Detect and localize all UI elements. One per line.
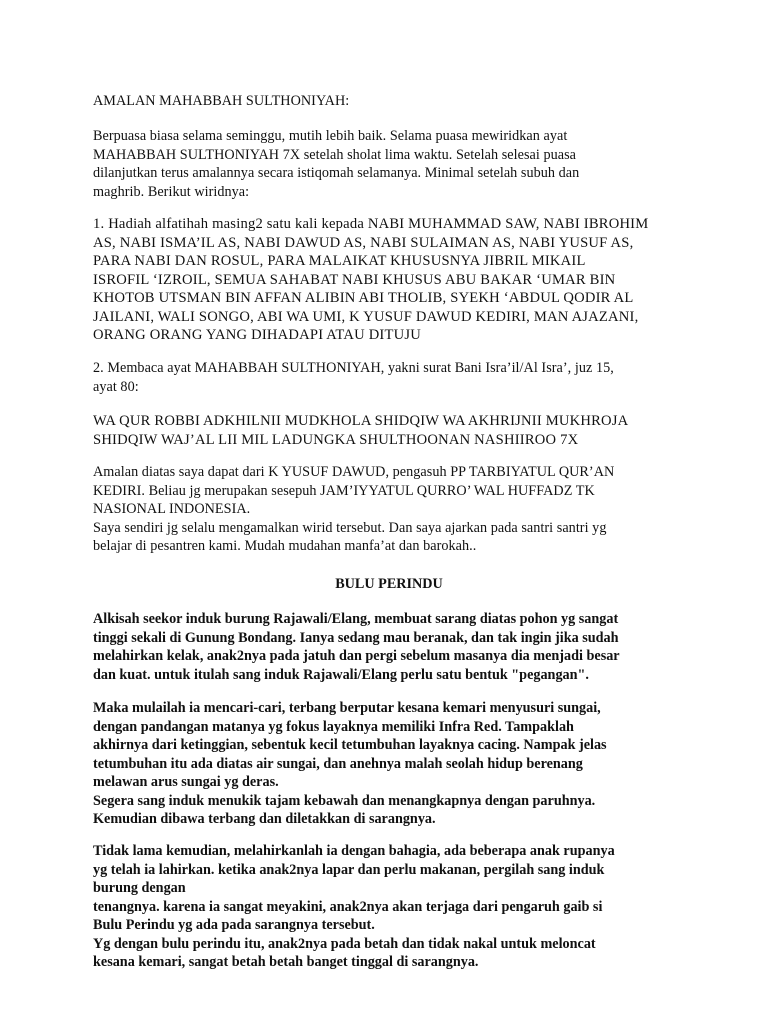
text-line: dan kuat. untuk itulah sang induk Rajawali/Elang perlu satu bentuk "pegangan". xyxy=(93,666,589,683)
text-line: 1. Hadiah alfatihah masing2 satu kali kepada NABI MUHAMMAD SAW, NABI IBROHIM xyxy=(93,216,649,232)
text-line: ayat 80: xyxy=(93,378,139,395)
text-line: MAHABBAH SULTHONIYAH 7X setelah sholat lima waktu. Setelah selesai puasa xyxy=(93,146,577,163)
text-line: tenangnya. karena ia sangat meyakini, anak2nya akan terjaga dari pengaruh gaib si xyxy=(93,898,603,915)
heading-text: BULU PERINDU xyxy=(335,576,443,592)
text-line: Yg dengan bulu perindu itu, anak2nya pada betah dan tidak nakal untuk meloncat xyxy=(93,935,596,952)
text-line: KHOTOB UTSMAN BIN AFFAN ALIBIN ABI THOLIB, SYEKH ‘ABDUL QODIR AL xyxy=(93,290,634,306)
text-line: ORANG ORANG YANG DIHADAPI ATAU DITUJU xyxy=(93,327,421,343)
text-line: dilanjutkan terus amalannya secara istiqomah selamanya. Minimal setelah subuh dan xyxy=(93,165,580,181)
text-line: tinggi sekali di Gunung Bondang. Ianya sedang mau beranak, dan tak ingin jika sudah xyxy=(93,629,619,646)
text-line: melawan arus sungai yg deras. xyxy=(93,774,279,790)
text-line: NASIONAL INDONESIA. xyxy=(93,501,251,517)
step-1-paragraph xyxy=(93,215,685,345)
section-heading xyxy=(93,575,685,594)
text-line: PARA NABI DAN ROSUL, PARA MALAIKAT KHUSUSNYA JIBRIL MIKAIL xyxy=(93,253,586,269)
text-line: Bulu Perindu yg ada pada sarangnya tersebut. xyxy=(93,917,375,933)
intro-paragraph xyxy=(93,127,685,201)
text-line: belajar di pesantren kami. Mudah mudahan manfa’at dan barokah.. xyxy=(93,538,477,554)
text-line: burung dengan xyxy=(93,880,186,896)
text-line: maghrib. Berikut wiridnya: xyxy=(93,183,250,200)
source-paragraph xyxy=(93,463,685,556)
bulu-paragraph-2 xyxy=(93,699,685,829)
text-line: tetumbuhan itu ada diatas air sungai, dan anehnya malah seolah hidup berenang xyxy=(93,755,583,772)
verse-paragraph xyxy=(93,412,685,449)
document-title xyxy=(93,92,685,111)
text-line: Kemudian dibawa terbang dan diletakkan di sarangnya. xyxy=(93,811,436,827)
text-line: AMALAN MAHABBAH SULTHONIYAH: xyxy=(93,93,350,109)
text-line: yg telah ia lahirkan. ketika anak2nya lapar dan perlu makanan, pergilah sang induk xyxy=(93,861,605,878)
text-line: Alkisah seekor induk burung Rajawali/Elang, membuat sarang diatas pohon yg sangat xyxy=(93,611,619,627)
text-line: Tidak lama kemudian, melahirkanlah ia dengan bahagia, ada beberapa anak rupanya xyxy=(93,843,615,859)
text-line: Segera sang induk menukik tajam kebawah dan menangkapnya dengan paruhnya. xyxy=(93,792,596,809)
text-line: Maka mulailah ia mencari-cari, terbang berputar kesana kemari menyusuri sungai, xyxy=(93,700,601,716)
text-line: Saya sendiri jg selalu mengamalkan wirid tersebut. Dan saya ajarkan pada santri santri yg xyxy=(93,519,607,536)
bulu-paragraph-1 xyxy=(93,610,685,684)
text-line: ISROFIL ‘IZROIL, SEMUA SAHABAT NABI KHUSUS ABU BAKAR ‘UMAR BIN xyxy=(93,271,616,288)
text-line: SHIDQIW WAJ’AL LII MIL LADUNGKA SHULTHOONAN NASHIIROO 7X xyxy=(93,431,579,448)
text-line: melahirkan kelak, anak2nya pada jatuh dan pergi sebelum masanya dia menjadi besar xyxy=(93,648,620,664)
text-line: Berpuasa biasa selama seminggu, mutih lebih baik. Selama puasa mewiridkan ayat xyxy=(93,128,568,144)
text-line: 2. Membaca ayat MAHABBAH SULTHONIYAH, yakni surat Bani Isra’il/Al Isra’, juz 15, xyxy=(93,360,614,376)
text-line: KEDIRI. Beliau jg merupakan sesepuh JAM’IYYATUL QURRO’ WAL HUFFADZ TK xyxy=(93,482,595,499)
text-line: JAILANI, WALI SONGO, ABI WA UMI, K YUSUF DAWUD KEDIRI, MAN AJAZANI, xyxy=(93,308,639,325)
bulu-paragraph-3 xyxy=(93,842,685,972)
text-line: Amalan diatas saya dapat dari K YUSUF DAWUD, pengasuh PP TARBIYATUL QUR’AN xyxy=(93,464,615,480)
text-line: AS, NABI ISMA’IL AS, NABI DAWUD AS, NABI SULAIMAN AS, NABI YUSUF AS, xyxy=(93,234,634,251)
text-line: kesana kemari, sangat betah betah banget tinggal di sarangnya. xyxy=(93,954,479,970)
text-line: WA QUR ROBBI ADKHILNII MUDKHOLA SHIDQIW WA AKHRIJNII MUKHROJA xyxy=(93,413,629,429)
text-line: akhirnya dari ketinggian, sebentuk kecil tetumbuhan layaknya cacing. Nampak jelas xyxy=(93,737,607,753)
text-line: dengan pandangan matanya yg fokus layaknya memiliki Infra Red. Tampaklah xyxy=(93,718,574,735)
step-2-paragraph xyxy=(93,359,685,396)
